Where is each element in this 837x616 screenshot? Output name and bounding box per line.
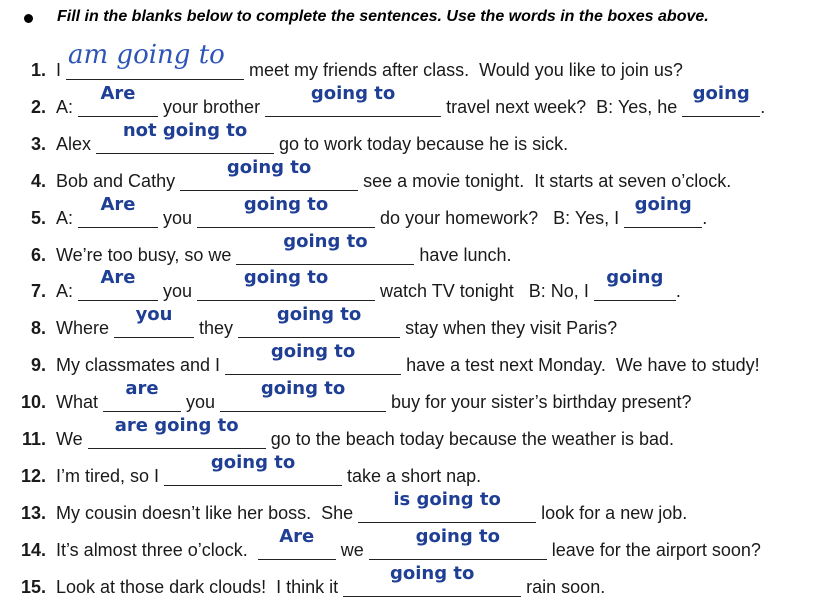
answer-blank[interactable] xyxy=(66,40,244,85)
exercise-item xyxy=(0,194,837,233)
item-number: 7. xyxy=(30,281,46,301)
sentence xyxy=(56,120,569,159)
sentence-text: go to work today because he is sick. xyxy=(274,134,569,154)
sentence-text: What xyxy=(56,392,104,412)
sentence-text: take a short nap. xyxy=(342,466,482,486)
filled-answer: going to xyxy=(226,157,312,178)
item-number: 12. xyxy=(20,466,46,486)
sentence-text: we xyxy=(335,540,369,560)
exercise-item xyxy=(0,341,837,380)
sentence-text: A: xyxy=(56,208,79,228)
exercise-item xyxy=(0,452,837,491)
sentence-text: Bob and Cathy xyxy=(56,171,181,191)
exercise-item xyxy=(0,563,837,602)
exercise-item xyxy=(0,378,837,417)
answer-blank[interactable] xyxy=(358,489,536,528)
exercise-item xyxy=(0,489,837,528)
filled-answer: going to xyxy=(270,341,356,362)
sentence-text: see a movie tonight. It starts at seven o’clock. xyxy=(358,171,732,191)
sentence-text: buy for your sister’s birthday present? xyxy=(386,392,692,412)
answer-blank[interactable] xyxy=(594,267,676,306)
answer-blank[interactable] xyxy=(238,304,400,343)
sentence-text: stay when they visit Paris? xyxy=(400,318,618,338)
sentence xyxy=(56,526,761,565)
sentence xyxy=(56,452,482,491)
answer-blank[interactable] xyxy=(624,194,702,233)
sentence-text: rain soon. xyxy=(521,577,606,597)
exercise-item xyxy=(0,157,837,196)
sentence-text: you xyxy=(158,208,198,228)
item-number: 9. xyxy=(30,355,46,375)
sentence xyxy=(56,563,606,602)
sentence-text: . xyxy=(760,97,766,117)
item-number: 5. xyxy=(30,208,46,228)
instructions-text: Fill in the blanks below to complete the sentences. Use the words in the boxes above. xyxy=(57,8,709,25)
sentence-text: go to the beach today because the weather is bad. xyxy=(265,429,674,449)
sentence-text: travel next week? B: Yes, he xyxy=(441,97,683,117)
sentence-text: I xyxy=(56,60,67,80)
filled-answer: Are xyxy=(100,83,136,104)
sentence-text: watch TV tonight B: No, I xyxy=(375,281,594,301)
filled-answer: is going to xyxy=(393,489,501,510)
sentence-text: . xyxy=(675,281,681,301)
sentence-text: they xyxy=(194,318,239,338)
item-number: 14. xyxy=(20,540,46,560)
exercise-item xyxy=(0,267,837,306)
sentence xyxy=(56,157,732,196)
sentence-text: We xyxy=(56,429,88,449)
sentence-text: have a test next Monday. We have to study! xyxy=(401,355,760,375)
sentence xyxy=(56,83,766,122)
sentence-text: Where xyxy=(56,318,115,338)
answer-blank[interactable] xyxy=(164,452,342,491)
exercise-item xyxy=(0,83,837,122)
sentence-text: you xyxy=(181,392,221,412)
filled-answer: going to xyxy=(243,194,329,215)
exercise-item xyxy=(0,304,837,343)
instructions-row xyxy=(0,4,837,32)
filled-answer: going to xyxy=(389,563,475,584)
sentence xyxy=(56,378,692,417)
sentence-text: A: xyxy=(56,97,79,117)
filled-answer: Are xyxy=(100,194,136,215)
filled-answer: going to xyxy=(243,267,329,288)
answer-blank[interactable] xyxy=(220,378,386,417)
item-number: 10. xyxy=(20,392,46,412)
answer-blank[interactable] xyxy=(78,267,158,306)
answer-blank[interactable] xyxy=(197,194,375,233)
sentence-text: It’s almost three o’clock. xyxy=(56,540,258,560)
sentence-text: . xyxy=(702,208,708,228)
answer-blank[interactable] xyxy=(682,83,760,122)
sentence xyxy=(56,194,708,233)
item-number: 6. xyxy=(30,245,46,265)
filled-answer: going xyxy=(692,83,750,104)
sentence-text: do your homework? B: Yes, I xyxy=(375,208,625,228)
filled-answer: going to xyxy=(260,378,346,399)
sentence-text: My cousin doesn’t like her boss. She xyxy=(56,503,359,523)
answer-blank[interactable] xyxy=(78,194,158,233)
answer-blank[interactable] xyxy=(369,526,547,565)
sentence-text: leave for the airport soon? xyxy=(546,540,761,560)
bullet-icon xyxy=(24,14,33,23)
sentence-text: your brother xyxy=(158,97,266,117)
sentence-text: Alex xyxy=(56,134,97,154)
filled-answer: am going to xyxy=(68,40,225,70)
exercise-item xyxy=(0,415,837,454)
filled-answer: going to xyxy=(276,304,362,325)
sentence-text: I’m tired, so I xyxy=(56,466,165,486)
answer-blank[interactable] xyxy=(258,526,336,565)
filled-answer: going to xyxy=(310,83,396,104)
filled-answer: going xyxy=(634,194,692,215)
answer-blank[interactable] xyxy=(88,415,266,454)
filled-answer: are xyxy=(125,378,159,399)
sentence-text: My classmates and I xyxy=(56,355,226,375)
exercise-item xyxy=(0,526,837,565)
sentence-text: you xyxy=(158,281,198,301)
answer-blank[interactable] xyxy=(180,157,358,196)
filled-answer: going to xyxy=(415,526,500,547)
filled-answer: going xyxy=(606,267,664,288)
answer-blank[interactable] xyxy=(225,341,401,380)
filled-answer: Are xyxy=(100,267,136,288)
sentence xyxy=(56,304,618,343)
sentence-text: A: xyxy=(56,281,79,301)
answer-blank[interactable] xyxy=(265,83,441,122)
answer-blank[interactable] xyxy=(197,267,375,306)
filled-answer: are going to xyxy=(114,415,239,436)
answer-blank[interactable] xyxy=(114,304,194,343)
answer-blank[interactable] xyxy=(343,563,521,602)
sentence xyxy=(56,415,674,454)
filled-answer: not going to xyxy=(122,120,248,141)
answer-blank[interactable] xyxy=(78,83,158,122)
item-number: 1. xyxy=(30,60,46,80)
item-number: 15. xyxy=(20,577,46,597)
sentence-text: We’re too busy, so we xyxy=(56,245,237,265)
sentence-text: have lunch. xyxy=(414,245,512,265)
item-number: 13. xyxy=(20,503,46,523)
sentence-text: meet my friends after class. Would you like to join us? xyxy=(244,60,683,80)
item-number: 3. xyxy=(30,134,46,154)
sentence-text: look for a new job. xyxy=(536,503,688,523)
answer-blank[interactable] xyxy=(96,120,274,159)
item-number: 8. xyxy=(30,318,46,338)
exercise-item xyxy=(0,40,837,85)
item-number: 11. xyxy=(21,429,46,449)
item-number: 4. xyxy=(30,171,46,191)
sentence xyxy=(56,341,760,380)
filled-answer: going to xyxy=(210,452,296,473)
filled-answer: Are xyxy=(279,526,315,547)
exercise-item xyxy=(0,120,837,159)
sentence xyxy=(56,40,683,85)
sentence xyxy=(56,267,681,306)
filled-answer: you xyxy=(135,304,173,325)
sentence-text: Look at those dark clouds! I think it xyxy=(56,577,344,597)
answer-blank[interactable] xyxy=(103,378,181,417)
sentence xyxy=(56,489,688,528)
item-number: 2. xyxy=(30,97,46,117)
filled-answer: going to xyxy=(283,231,368,252)
